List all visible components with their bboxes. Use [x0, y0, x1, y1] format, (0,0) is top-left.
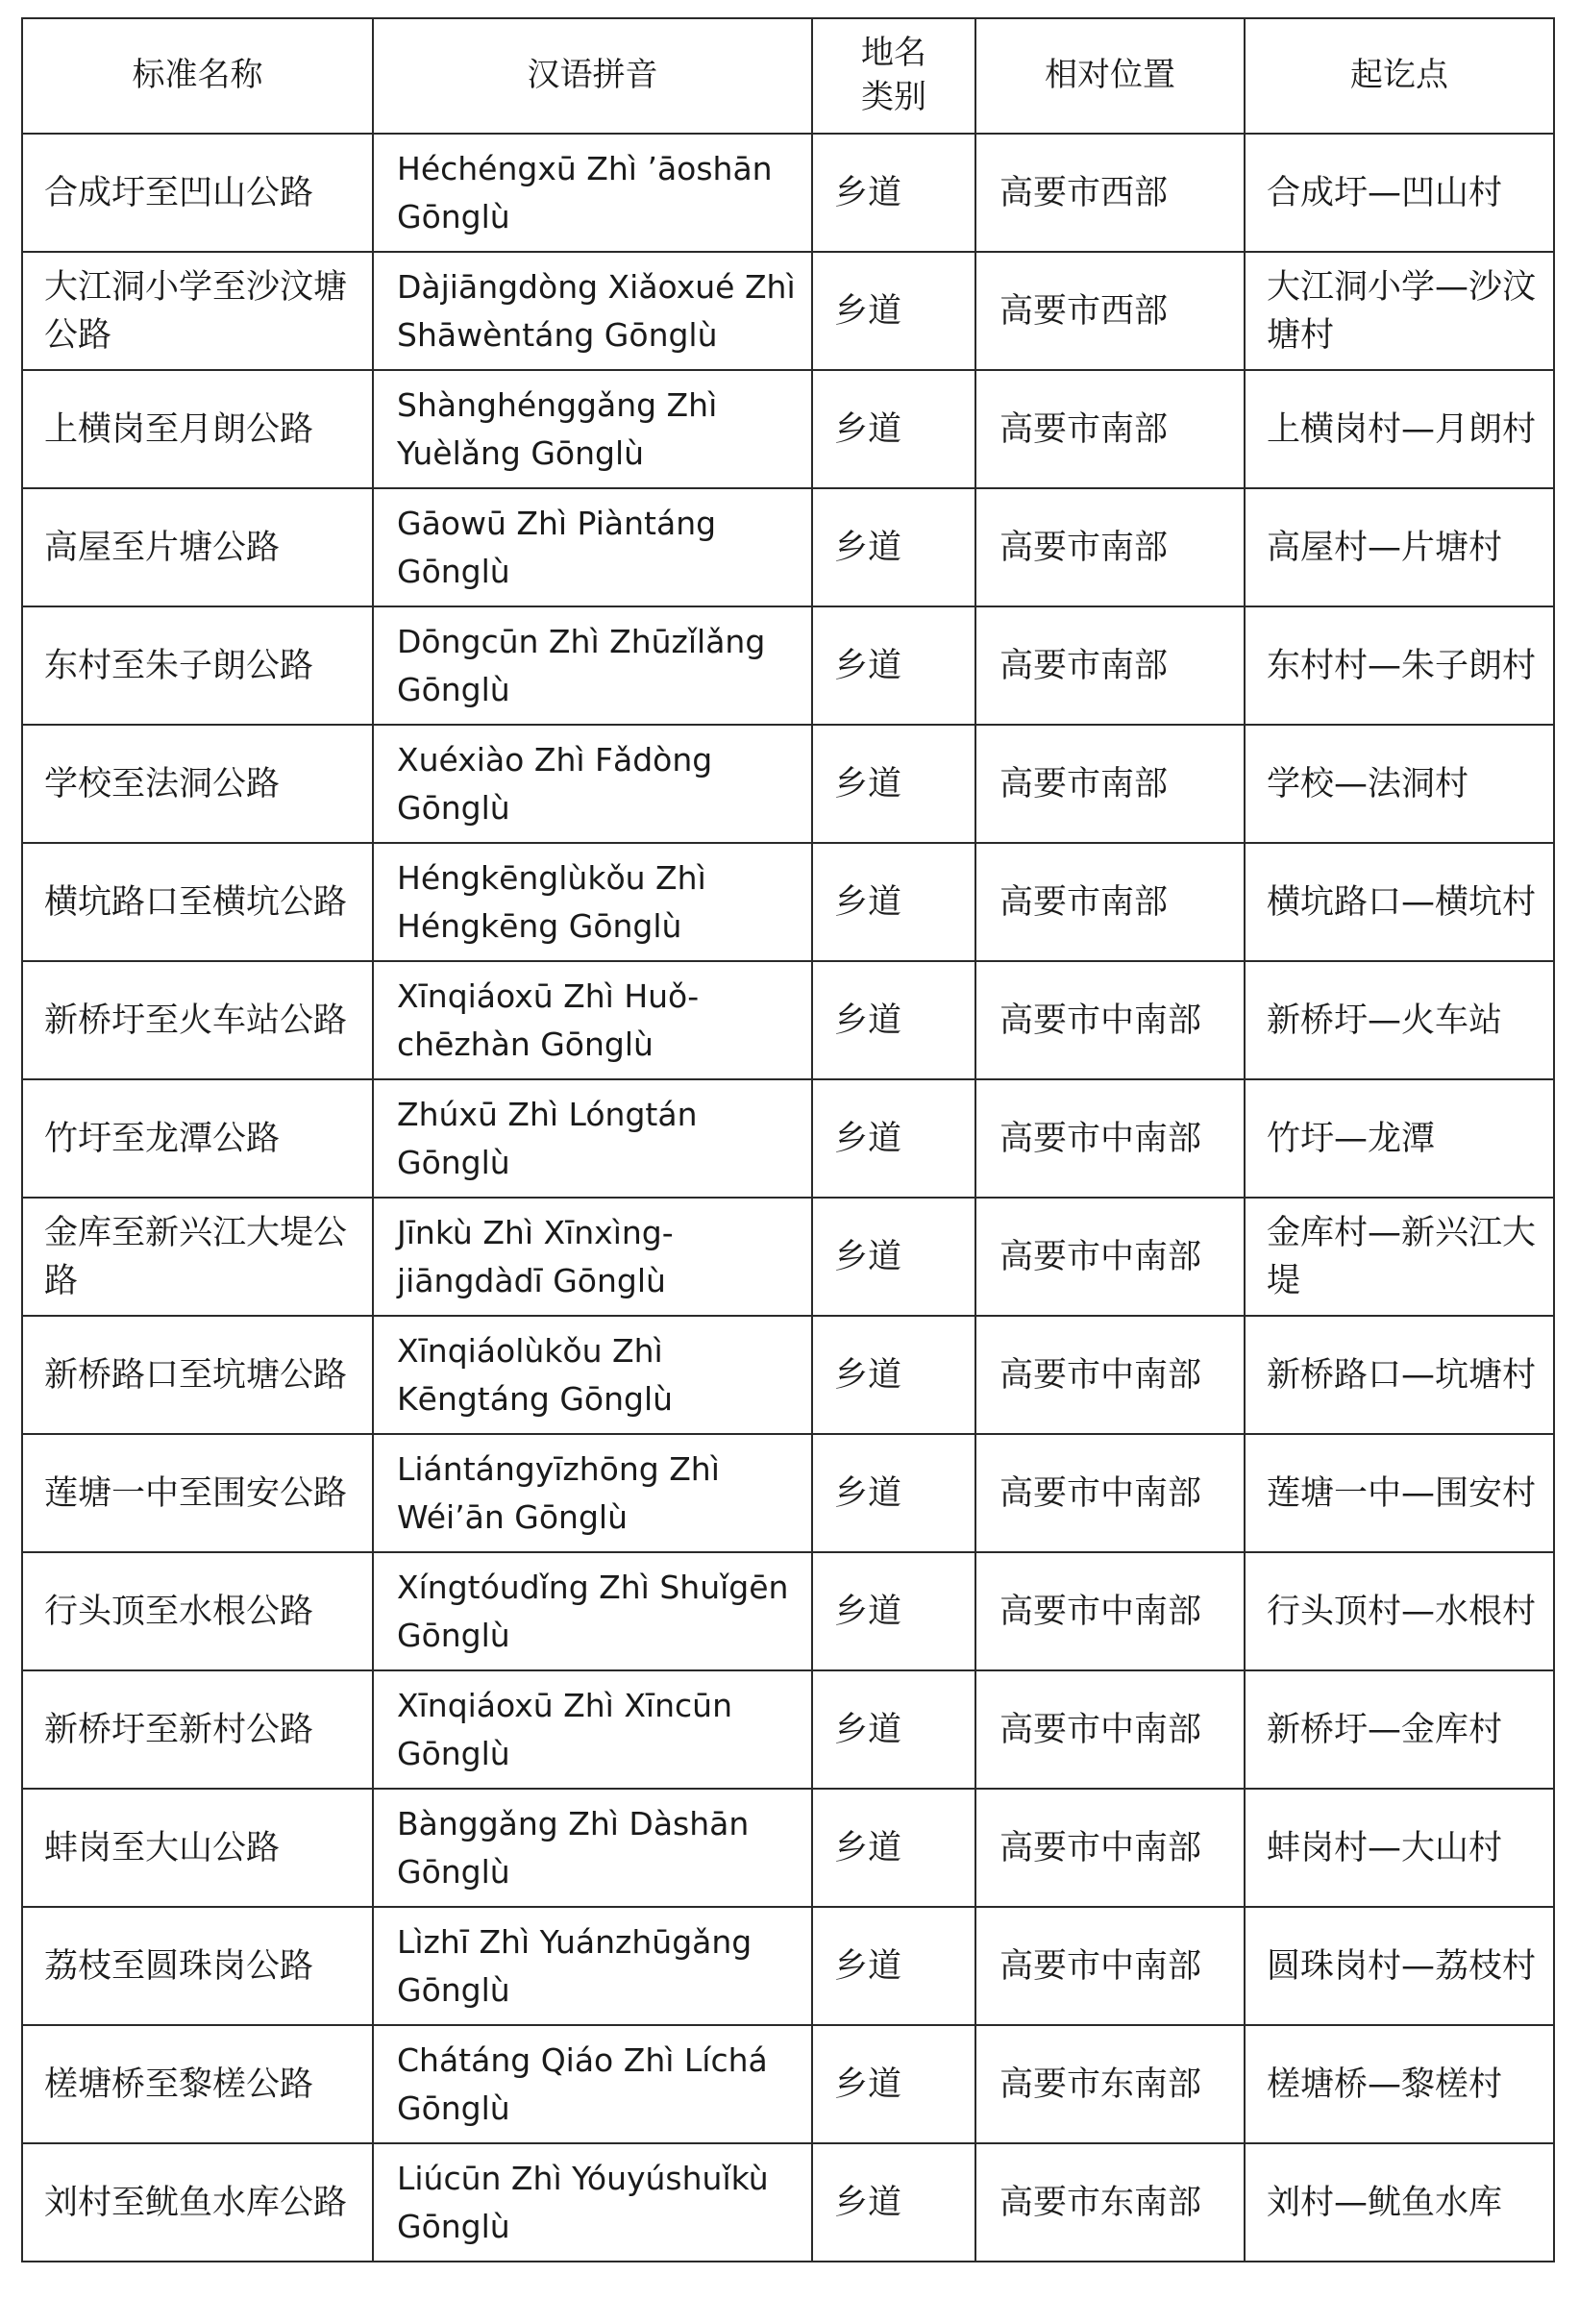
cell-place-type: 乡道 — [812, 488, 975, 606]
place-name-table — [21, 17, 1555, 2262]
cell-place-type: 乡道 — [812, 2025, 975, 2143]
cell-place-type: 乡道 — [812, 134, 975, 252]
cell-relative-location: 高要市中南部 — [975, 961, 1245, 1079]
cell-pinyin: Xīnqiáoxū Zhì Huǒ-chēzhàn Gōnglù — [373, 961, 812, 1079]
cell-standard-name: 行头顶至水根公路 — [22, 1552, 373, 1670]
table-row — [22, 1079, 1554, 1198]
cell-place-type: 乡道 — [812, 1670, 975, 1789]
cell-standard-name: 槎塘桥至黎槎公路 — [22, 2025, 373, 2143]
cell-pinyin: Jīnkù Zhì Xīnxìng-jiāngdàdī Gōnglù — [373, 1198, 812, 1316]
cell-pinyin: Liúcūn Zhì Yóuyúshuǐkù Gōnglù — [373, 2143, 812, 2262]
cell-relative-location: 高要市中南部 — [975, 1198, 1245, 1316]
cell-endpoints: 新桥圩—火车站 — [1245, 961, 1554, 1079]
cell-place-type: 乡道 — [812, 1552, 975, 1670]
table-row — [22, 1552, 1554, 1670]
cell-standard-name: 高屋至片塘公路 — [22, 488, 373, 606]
cell-relative-location: 高要市中南部 — [975, 1670, 1245, 1789]
cell-endpoints: 大江洞小学—沙汶塘村 — [1245, 252, 1554, 370]
cell-place-type: 乡道 — [812, 1434, 975, 1552]
table-row — [22, 134, 1554, 252]
cell-pinyin: Gāowū Zhì Piàntáng Gōnglù — [373, 488, 812, 606]
cell-place-type: 乡道 — [812, 1316, 975, 1434]
cell-standard-name: 学校至法洞公路 — [22, 725, 373, 843]
cell-endpoints: 东村村—朱子朗村 — [1245, 606, 1554, 725]
cell-endpoints: 新桥圩—金库村 — [1245, 1670, 1554, 1789]
cell-pinyin: Héchéngxū Zhì ’āoshān Gōnglù — [373, 134, 812, 252]
cell-relative-location: 高要市西部 — [975, 134, 1245, 252]
cell-standard-name: 合成圩至凹山公路 — [22, 134, 373, 252]
cell-endpoints: 合成圩—凹山村 — [1245, 134, 1554, 252]
cell-place-type: 乡道 — [812, 252, 975, 370]
cell-relative-location: 高要市中南部 — [975, 1552, 1245, 1670]
table-row — [22, 2025, 1554, 2143]
cell-relative-location: 高要市中南部 — [975, 1434, 1245, 1552]
cell-place-type: 乡道 — [812, 370, 975, 488]
cell-place-type: 乡道 — [812, 961, 975, 1079]
header-pinyin: 汉语拼音 — [373, 18, 812, 134]
table-row — [22, 252, 1554, 370]
table-row — [22, 1434, 1554, 1552]
cell-place-type: 乡道 — [812, 1789, 975, 1907]
cell-place-type: 乡道 — [812, 2143, 975, 2262]
cell-pinyin: Lìzhī Zhì Yuánzhūgǎng Gōnglù — [373, 1907, 812, 2025]
table-row — [22, 1789, 1554, 1907]
cell-relative-location: 高要市中南部 — [975, 1907, 1245, 2025]
table-row — [22, 961, 1554, 1079]
table-row — [22, 2143, 1554, 2262]
cell-pinyin: Xuéxiào Zhì Fǎdòng Gōnglù — [373, 725, 812, 843]
cell-endpoints: 上横岗村—月朗村 — [1245, 370, 1554, 488]
table-row — [22, 1670, 1554, 1789]
cell-endpoints: 行头顶村—水根村 — [1245, 1552, 1554, 1670]
cell-relative-location: 高要市中南部 — [975, 1789, 1245, 1907]
cell-pinyin: Chátáng Qiáo Zhì Líchá Gōnglù — [373, 2025, 812, 2143]
cell-endpoints: 金库村—新兴江大堤 — [1245, 1198, 1554, 1316]
cell-relative-location: 高要市东南部 — [975, 2143, 1245, 2262]
cell-standard-name: 竹圩至龙潭公路 — [22, 1079, 373, 1198]
cell-relative-location: 高要市中南部 — [975, 1079, 1245, 1198]
cell-place-type: 乡道 — [812, 843, 975, 961]
cell-place-type: 乡道 — [812, 606, 975, 725]
cell-place-type: 乡道 — [812, 1907, 975, 2025]
table-row — [22, 1316, 1554, 1434]
cell-relative-location: 高要市东南部 — [975, 2025, 1245, 2143]
cell-endpoints: 槎塘桥—黎槎村 — [1245, 2025, 1554, 2143]
cell-endpoints: 刘村—鱿鱼水库 — [1245, 2143, 1554, 2262]
cell-standard-name: 金库至新兴江大堤公路 — [22, 1198, 373, 1316]
cell-pinyin: Dàjiāngdòng Xiǎoxué Zhì Shāwèntáng Gōnglù — [373, 252, 812, 370]
cell-relative-location: 高要市南部 — [975, 488, 1245, 606]
header-row — [22, 18, 1554, 134]
table-row — [22, 725, 1554, 843]
cell-standard-name: 大江洞小学至沙汶塘公路 — [22, 252, 373, 370]
cell-standard-name: 新桥圩至火车站公路 — [22, 961, 373, 1079]
cell-standard-name: 荔枝至圆珠岗公路 — [22, 1907, 373, 2025]
table-header — [22, 18, 1554, 134]
cell-pinyin: Bànggǎng Zhì Dàshān Gōnglù — [373, 1789, 812, 1907]
cell-standard-name: 东村至朱子朗公路 — [22, 606, 373, 725]
cell-standard-name: 莲塘一中至围安公路 — [22, 1434, 373, 1552]
cell-standard-name: 上横岗至月朗公路 — [22, 370, 373, 488]
table-body — [22, 134, 1554, 2262]
table-row — [22, 370, 1554, 488]
cell-relative-location: 高要市西部 — [975, 252, 1245, 370]
cell-standard-name: 蚌岗至大山公路 — [22, 1789, 373, 1907]
cell-place-type: 乡道 — [812, 725, 975, 843]
cell-pinyin: Héngkēnglùkǒu Zhì Héngkēng Gōnglù — [373, 843, 812, 961]
cell-pinyin: Xíngtóudǐng Zhì Shuǐgēn Gōnglù — [373, 1552, 812, 1670]
cell-relative-location: 高要市中南部 — [975, 1316, 1245, 1434]
cell-endpoints: 竹圩—龙潭 — [1245, 1079, 1554, 1198]
header-relative-location: 相对位置 — [975, 18, 1245, 134]
cell-pinyin: Dōngcūn Zhì Zhūzǐlǎng Gōnglù — [373, 606, 812, 725]
table-row — [22, 843, 1554, 961]
cell-place-type: 乡道 — [812, 1079, 975, 1198]
cell-pinyin: Xīnqiáolùkǒu Zhì Kēngtáng Gōnglù — [373, 1316, 812, 1434]
table-row — [22, 488, 1554, 606]
cell-pinyin: Liántángyīzhōng Zhì Wéi’ān Gōnglù — [373, 1434, 812, 1552]
cell-relative-location: 高要市南部 — [975, 370, 1245, 488]
cell-standard-name: 新桥圩至新村公路 — [22, 1670, 373, 1789]
cell-standard-name: 新桥路口至坑塘公路 — [22, 1316, 373, 1434]
cell-standard-name: 横坑路口至横坑公路 — [22, 843, 373, 961]
cell-pinyin: Xīnqiáoxū Zhì Xīncūn Gōnglù — [373, 1670, 812, 1789]
cell-endpoints: 莲塘一中—围安村 — [1245, 1434, 1554, 1552]
cell-endpoints: 圆珠岗村—荔枝村 — [1245, 1907, 1554, 2025]
cell-endpoints: 蚌岗村—大山村 — [1245, 1789, 1554, 1907]
cell-endpoints: 学校—法洞村 — [1245, 725, 1554, 843]
cell-endpoints: 横坑路口—横坑村 — [1245, 843, 1554, 961]
table-row — [22, 1907, 1554, 2025]
table-row — [22, 606, 1554, 725]
cell-pinyin: Zhúxū Zhì Lóngtán Gōnglù — [373, 1079, 812, 1198]
cell-relative-location: 高要市南部 — [975, 606, 1245, 725]
header-endpoints: 起讫点 — [1245, 18, 1554, 134]
cell-endpoints: 新桥路口—坑塘村 — [1245, 1316, 1554, 1434]
header-place-type: 地名类别 — [812, 18, 975, 134]
cell-relative-location: 高要市南部 — [975, 725, 1245, 843]
table-row — [22, 1198, 1554, 1316]
cell-pinyin: Shànghénggǎng Zhì Yuèlǎng Gōnglù — [373, 370, 812, 488]
cell-endpoints: 高屋村—片塘村 — [1245, 488, 1554, 606]
cell-standard-name: 刘村至鱿鱼水库公路 — [22, 2143, 373, 2262]
cell-relative-location: 高要市南部 — [975, 843, 1245, 961]
header-standard-name: 标准名称 — [22, 18, 373, 134]
cell-place-type: 乡道 — [812, 1198, 975, 1316]
